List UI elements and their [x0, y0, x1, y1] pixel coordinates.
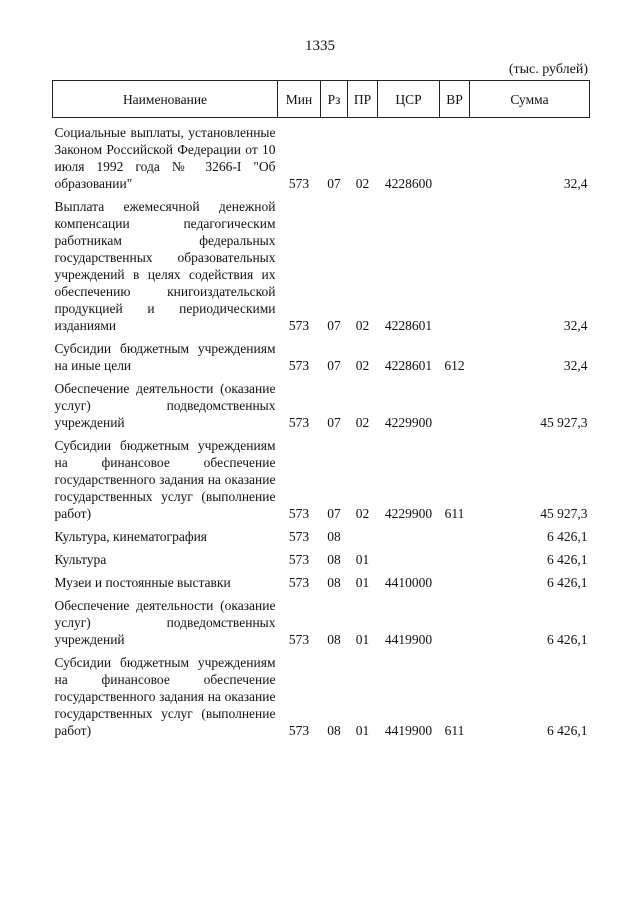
row-pr: 02: [355, 415, 370, 430]
row-sum: 6 426,1: [547, 575, 588, 590]
row-vr: 611: [444, 506, 465, 521]
row-pr: 01: [355, 632, 370, 647]
row-vr: [440, 591, 470, 648]
row-min: 573: [288, 415, 310, 430]
table-row: [53, 648, 590, 739]
row-name: Культура: [54, 552, 107, 567]
row-pr: [348, 522, 378, 545]
row-min: 573: [288, 552, 310, 567]
row-name: Выплата ежемесячной денежной компенсации педагогическим работникам федеральных государственных образовательных учреждений в целях содействия их обеспечению книгоиздательской продукцией и периодическими изданиями: [54, 199, 276, 333]
header-row: [53, 81, 590, 118]
table-row: [53, 568, 590, 591]
row-rz: 08: [327, 552, 341, 567]
row-name: Субсидии бюджетным учреждениям на иные цели: [54, 341, 276, 373]
row-sum: 6 426,1: [547, 552, 588, 567]
row-vr: [440, 522, 470, 545]
row-csr: 4228601: [384, 358, 433, 373]
row-rz: 08: [327, 529, 341, 544]
row-vr: 611: [444, 723, 465, 738]
row-csr: 4419900: [384, 632, 433, 647]
row-name: Обеспечение деятельности (оказание услуг) подведомственных учреждений: [54, 381, 276, 430]
header-csr: ЦСР: [378, 81, 440, 118]
row-pr: 02: [355, 176, 370, 191]
row-min: 573: [288, 529, 310, 544]
row-name: Социальные выплаты, установленные Законом Российской Федерации от 10 июля 1992 года № 3266-I "Об образовании": [54, 125, 276, 191]
row-sum: 32,4: [563, 318, 588, 333]
row-sum: 45 927,3: [540, 506, 588, 521]
row-csr: 4410000: [384, 575, 433, 590]
row-min: 573: [288, 723, 310, 738]
row-rz: 07: [327, 415, 341, 430]
row-pr: 01: [355, 552, 370, 567]
header-name: Наименование: [53, 81, 278, 118]
row-rz: 08: [327, 575, 341, 590]
row-vr: [440, 545, 470, 568]
header-vr: ВР: [440, 81, 470, 118]
row-sum: 32,4: [563, 176, 588, 191]
row-name: Музеи и постоянные выставки: [54, 575, 231, 590]
row-sum: 6 426,1: [547, 723, 588, 738]
row-rz: 08: [327, 632, 341, 647]
table-row: [53, 118, 590, 193]
row-vr: [440, 374, 470, 431]
row-min: 573: [288, 632, 310, 647]
row-rz: 07: [327, 318, 341, 333]
row-csr: 4228600: [384, 176, 433, 191]
row-name: Культура, кинематография: [54, 529, 208, 544]
row-rz: 08: [327, 723, 341, 738]
row-min: 573: [288, 176, 310, 191]
row-name: Субсидии бюджетным учреждениям на финансовое обеспечение государственного задания на оказание государственных услуг (выполнение работ): [54, 438, 276, 521]
row-vr: [440, 118, 470, 193]
table-row: [53, 545, 590, 568]
row-csr: 4228601: [384, 318, 433, 333]
row-rz: 07: [327, 358, 341, 373]
row-pr: 02: [355, 358, 370, 373]
row-csr: [378, 545, 440, 568]
page-number: 1335: [305, 38, 335, 54]
budget-table: [52, 80, 590, 739]
row-pr: 01: [355, 575, 370, 590]
header-min: Мин: [278, 81, 321, 118]
row-sum: 6 426,1: [547, 632, 588, 647]
row-pr: 01: [355, 723, 370, 738]
row-name: Обеспечение деятельности (оказание услуг) подведомственных учреждений: [54, 598, 276, 647]
header-rz: Рз: [321, 81, 348, 118]
row-min: 573: [288, 506, 310, 521]
row-pr: 02: [355, 506, 370, 521]
row-vr: 612: [444, 358, 465, 373]
row-rz: 07: [327, 176, 341, 191]
row-csr: [378, 522, 440, 545]
row-min: 573: [288, 358, 310, 373]
table-row: [53, 591, 590, 648]
row-vr: [440, 568, 470, 591]
row-min: 573: [288, 575, 310, 590]
row-sum: 45 927,3: [540, 415, 588, 430]
row-csr: 4229900: [384, 415, 433, 430]
row-csr: 4229900: [384, 506, 433, 521]
table-row: [53, 334, 590, 374]
row-min: 573: [288, 318, 310, 333]
row-sum: 6 426,1: [547, 529, 588, 544]
table-row: [53, 522, 590, 545]
table-row: [53, 192, 590, 334]
units-label: (тыс. рублей): [508, 62, 588, 77]
table-row: [53, 374, 590, 431]
row-rz: 07: [327, 506, 341, 521]
header-sum: Сумма: [470, 81, 590, 118]
row-sum: 32,4: [563, 358, 588, 373]
row-pr: 02: [355, 318, 370, 333]
table-row: [53, 431, 590, 522]
row-vr: [440, 192, 470, 334]
row-csr: 4419900: [384, 723, 433, 738]
header-pr: ПР: [348, 81, 378, 118]
row-name: Субсидии бюджетным учреждениям на финансовое обеспечение государственного задания на оказание государственных услуг (выполнение работ): [54, 655, 276, 738]
